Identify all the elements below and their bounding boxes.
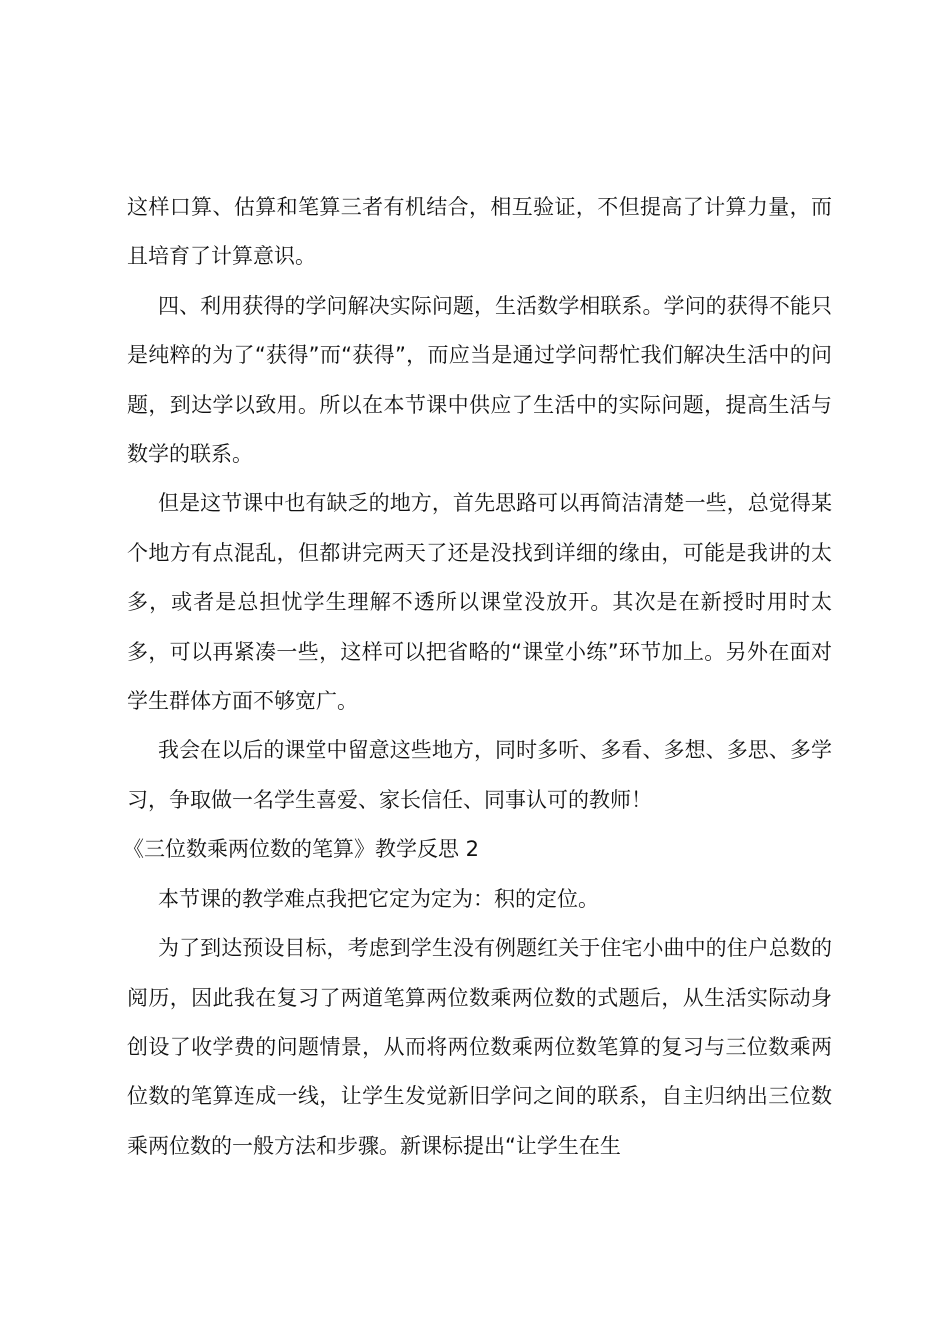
paragraph-goal: 为了到达预设目标，考虑到学生没有例题红关于住宅小曲中的住户总数的阅历，因此我在复习了两道笔算两位数乘两位数的式题后，从生活实际动身创设了收学费的问题情景，从而将两位数乘两位数笔算的复习与三位数乘两位数的笔算连成一线，让学生发觉新旧学问之间的联系，自主归纳出三位数乘两位数的一般方法和步骤。新课标提出“让学生在生 xyxy=(127,936,832,1158)
paragraph-shortcomings: 但是这节课中也有缺乏的地方，首先思路可以再简洁清楚一些，总觉得某个地方有点混乱，但都讲完两天了还是没找到详细的缘由，可能是我讲的太多，或者是总担忧学生理解不透所以课堂没放开。其次是在新授时用时太多，可以再紧凑一些，这样可以把省略的“课堂小练”环节加上。另外在面对学生群体方面不够宽广。 xyxy=(127,491,832,714)
paragraph-commitment: 我会在以后的课堂中留意这些地方，同时多听、多看、多想、多思、多学习，争取做一名学生喜爱、家长信任、同事认可的教师！ xyxy=(127,738,832,812)
paragraph-section-four: 四、利用获得的学问解决实际问题，生活数学相联系。学问的获得不能只是纯粹的为了“获得”而“获得”，而应当是通过学问帮忙我们解决生活中的问题，到达学以致用。所以在本节课中供应了生活中的实际问题，提高生活与数学的联系。 xyxy=(127,293,832,467)
section-heading: 《三位数乘两位数的笔算》教学反思 2 xyxy=(123,837,480,862)
paragraph-difficulty: 本节课的教学难点我把它定为定为：积的定位。 xyxy=(158,886,599,911)
paragraph-continuation: 这样口算、估算和笔算三者有机结合，相互验证，不但提高了计算力量，而且培育了计算意识。 xyxy=(127,195,832,269)
document-body xyxy=(123,183,832,1171)
